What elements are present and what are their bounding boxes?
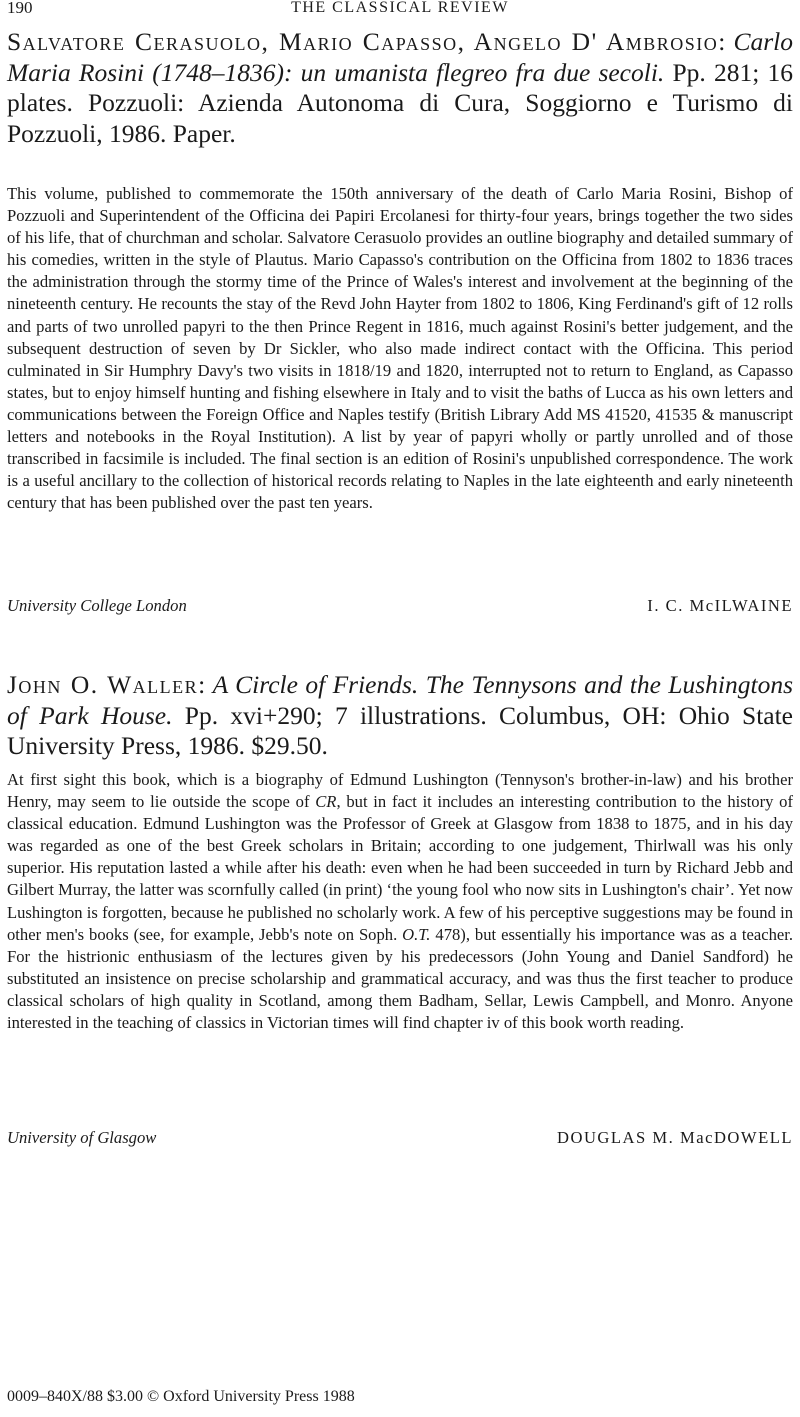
review-authors: Salvatore Cerasuolo, Mario Capasso, Angelo D' Ambrosio [7,27,719,56]
book-title: Carlo Maria Rosini (1748–1836): un umanista flegreo fra due secoli. [7,27,793,87]
review-body: This volume, published to commemorate the 150th anniversary of the death of Carlo Maria Rosini, Bishop of Pozzuoli and Superintendent of the Officina dei Papiri Ercolanesi for thirty-four years, brings together the two sides of his life, that of churchman and scholar. Salvatore Cerasuolo provides an outline biography and detailed summary of his comedies, written in the style of Plautus. Mario Capasso's contribution on the Officina from 1802 to 1836 traces the administration through the stormy time of the Prince of Wales's interest and involvement at the beginning of the nineteenth century. He recounts the stay of the Revd John Hayter from 1802 to 1806, King Ferdinand's gift of 12 rolls and parts of two unrolled papyri to the then Prince Regent in 1816, much against Rosini's better judgement, and the subsequent destruction of seven by Dr Sickler, who also made indirect contact with the Officina. This period culminated in Sir Humphry Davy's two visits in 1818/19 and 1820, interrupted not to return to England, as Capasso states, but to enjoy himself hunting and fishing elsewhere in Italy and to visit the baths of Lucca as his own letters and communications between the Foreign Office and Naples testify (British Library Add MS 41520, 41535 & manuscript letters and notebooks in the Royal Institution). A list by year of papyri wholly or partly unrolled and of those transcribed in facsimile is included. The final section is an edition of Rosini's unpublished correspondence. The work is a useful ancillary to the collection of historical records relating to Naples in the late eighteenth and early nineteenth century that has been published over the past ten years. [7,184,793,513]
publication-details: Pp. xvi+290; 7 illustrations. Columbus, OH: Ohio State University Press, 1986. $29.50. [7,700,794,760]
reviewer-name: DOUGLAS M. MacDOWELL [556,1128,793,1147]
page-number: 190 [7,0,33,17]
heading-separator: : [198,670,213,699]
reviewer-name: I. C. McILWAINE [647,596,793,615]
review-heading [7,27,793,149]
reviewer-affiliation: University College London [7,596,187,615]
review-signature [7,1127,793,1149]
play-abbreviation: O.T. [402,924,431,944]
publication-details: Pp. 281; 16 plates. Pozzuoli: Azienda Autonoma di Cura, Soggiorno e Turismo di Pozzuoli, 1986. Paper. [7,57,793,148]
review-heading [7,670,793,762]
running-head [7,0,793,19]
review-body [7,769,793,1034]
reviewer-affiliation: University of Glasgow [7,1128,157,1147]
journal-abbreviation: CR [315,792,337,812]
body-text: 478), but essentially his importance was as a teacher. For the histrionic enthusiasm of the lectures given by his predecessors (John Young and Daniel Sandford) he substituted an insistence on precise scholarship and grammatical accuracy, and was thus the first teacher to produce classical scholars of high quality in Scotland, among them Badham, Sellar, Lewis Campbell, and Monro. Anyone interested in the teaching of classics in Victorian times will find chapter iv of this book worth reading. [7,924,793,1033]
body-text: , but in fact it includes an interesting contribution to the history of classical education. Edmund Lushington was the Professor of Greek at Glasgow from 1838 to 1875, and in his day was regarded as one of the best Greek scholars in Britain; according to one judgement, Thirlwall was his only superior. His reputation lasted a while after his death: even when he had been succeeded in turn by Richard Jebb and Gilbert Murray, the latter was scornfully called (in print) ‘the young fool who now sits in Lushington's chair’. Yet now Lushington is forgotten, because he published no scholarly work. A few of his perceptive suggestions may be found in other men's books (see, for example, Jebb's note on Soph. [7,792,793,944]
review-authors: John O. Waller [7,670,199,699]
copyright-footer: 0009–840X/88 $3.00 © Oxford University Press 1988 [7,1388,355,1405]
review-signature [7,595,793,617]
journal-title: THE CLASSICAL REVIEW [291,0,509,16]
body-text: At first sight this book, which is a biography of Edmund Lushington (Tennyson's brother-in-law) and his brother Henry, may seem to lie outside the scope of [7,770,793,812]
book-title: A Circle of Friends. The Tennysons and the Lushingtons of Park House. [7,670,793,730]
heading-separator: : [718,27,734,56]
